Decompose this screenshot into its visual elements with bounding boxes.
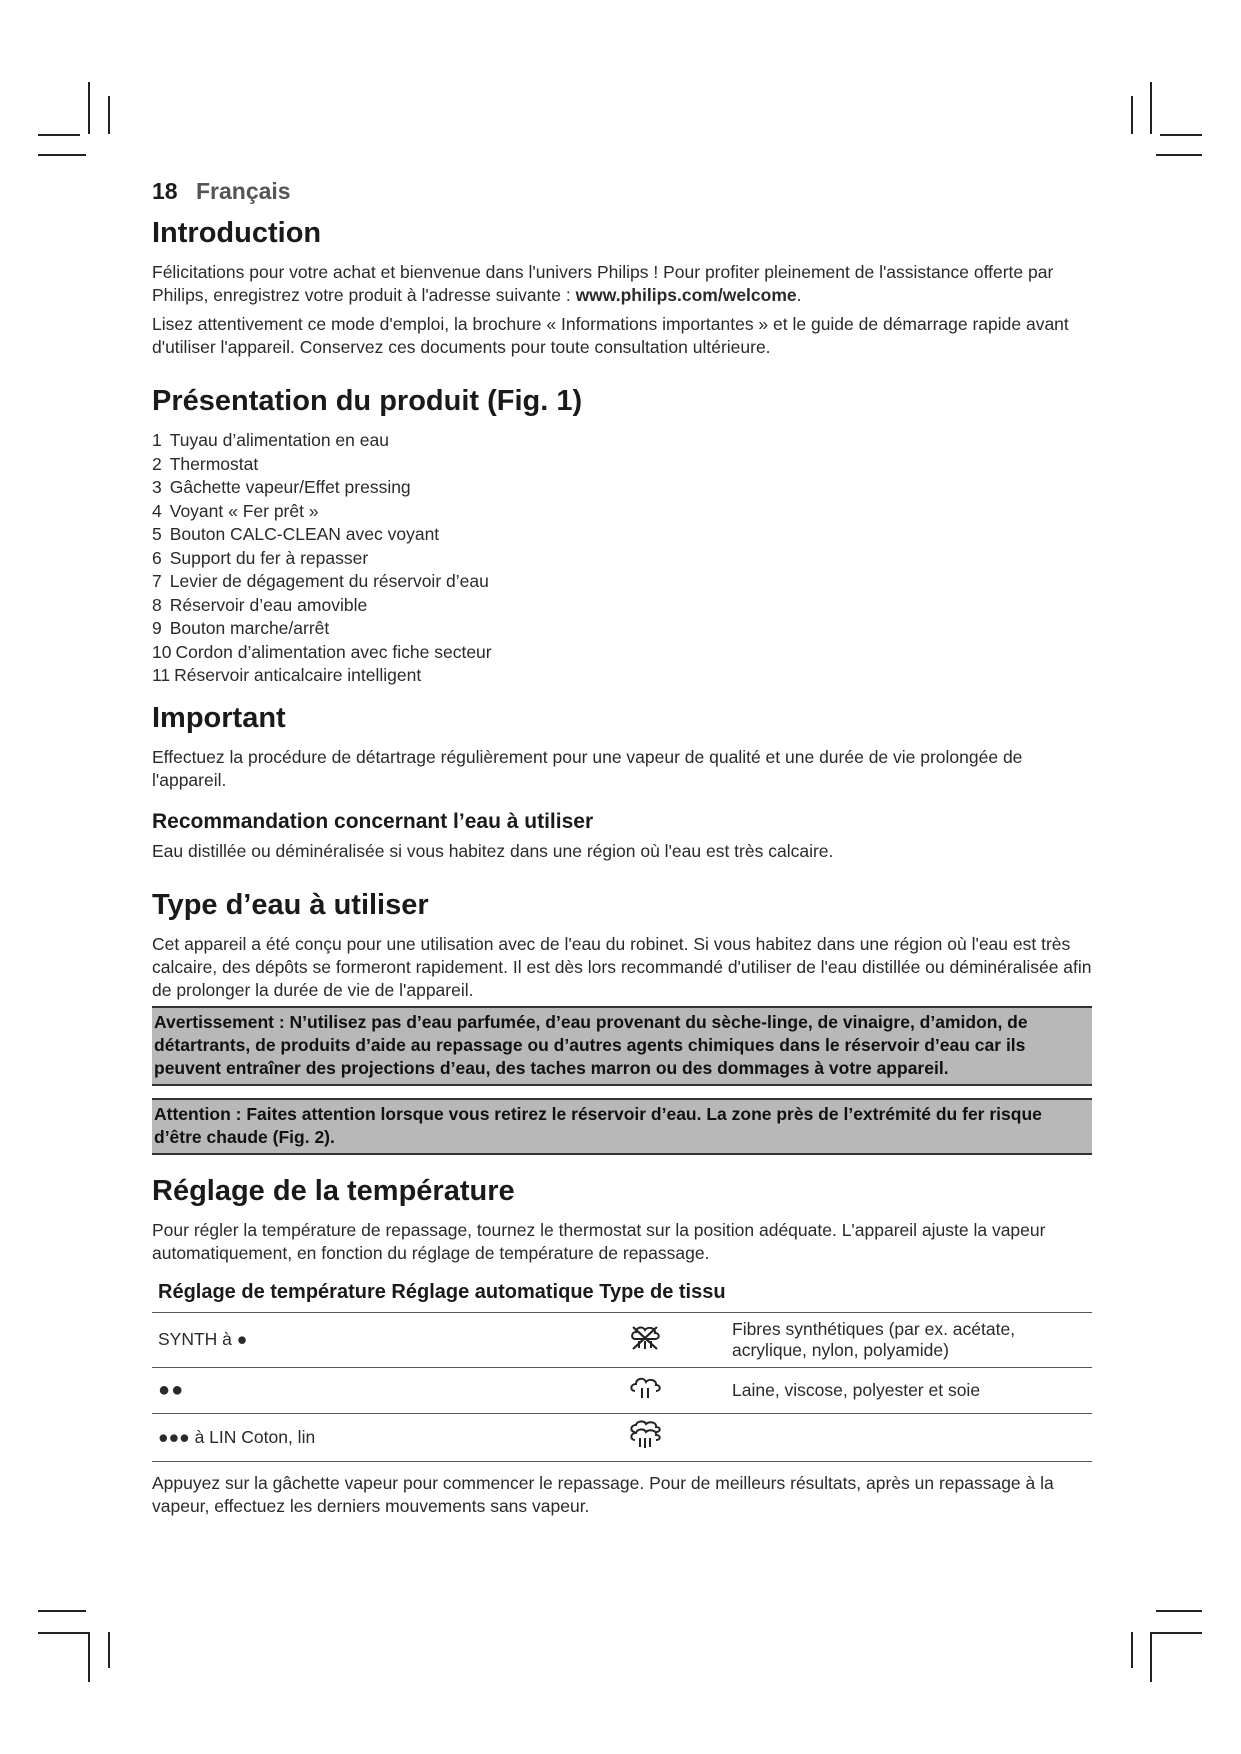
item-number: 3 — [152, 477, 162, 497]
introduction-paragraph-2: Lisez attentivement ce mode d'emploi, la brochure « Informations importantes » et le guide de démarrage rapide avant d'utiliser l'appareil. Conservez ces documents pour toute consultation ultérieure. — [152, 314, 1069, 357]
section-product-overview — [152, 383, 1092, 688]
item-label: Cordon d’alimentation avec fiche secteur — [175, 641, 492, 662]
item-label: Bouton marche/arrêt — [169, 618, 330, 638]
item-number: 5 — [152, 524, 162, 544]
ironing-tip-paragraph: Appuyez sur la gâchette vapeur pour commencer le repassage. Pour de meilleurs résultats, après un repassage à la vapeur, effectuez les derniers mouvements sans vapeur. — [152, 1472, 1054, 1516]
item-label: Bouton CALC-CLEAN avec voyant — [169, 524, 440, 544]
table-row — [152, 1367, 1092, 1413]
water-recommendation-title: Recommandation concernant l’eau à utiliser — [152, 809, 594, 833]
page-header — [152, 178, 1092, 205]
setting-cell: SYNTH à ● — [152, 1312, 564, 1367]
list-item — [152, 523, 1092, 547]
item-label: Gâchette vapeur/Effet pressing — [169, 477, 411, 497]
water-recommendation-text: Eau distillée ou déminéralisée si vous habitez dans une région où l'eau est très calcaire. — [152, 840, 834, 861]
section-water-type — [152, 887, 1092, 1155]
list-item — [152, 617, 1092, 641]
table-row — [152, 1413, 1092, 1461]
item-label: Levier de dégagement du réservoir d’eau — [169, 571, 489, 591]
table-header: Réglage de température Réglage automatique Type de tissu — [152, 1279, 1092, 1313]
introduction-text-end: . — [796, 285, 802, 305]
important-paragraph: Effectuez la procédure de détartrage régulièrement pour une vapeur de qualité et une durée de vie prolongée de l'appareil. — [152, 746, 1023, 790]
list-item — [152, 453, 1092, 477]
water-type-paragraph: Cet appareil a été conçu pour une utilisation avec de l'eau du robinet. Si vous habitez dans une région où l'eau est très calcaire, des dépôts se formeront rapidement. Il est dès lors recommandé d'utiliser de l'eau distillée ou déminéralisée afin de prolonger la durée de vie de l'appareil. — [152, 933, 1092, 1000]
item-number: 8 — [152, 594, 162, 615]
item-label: Support du fer à repasser — [169, 547, 369, 568]
setting-cell: ●● — [152, 1367, 564, 1413]
list-item — [152, 570, 1092, 594]
item-label: Tuyau d’alimentation en eau — [169, 430, 389, 450]
caution-box: Attention : Faites attention lorsque vous retirez le réservoir d’eau. La zone près de l’extrémité du fer risque d’être chaude (Fig. 2). — [152, 1098, 1092, 1155]
list-item — [152, 476, 1092, 500]
page-number: 18 — [152, 178, 178, 204]
item-number: 11 — [152, 665, 171, 685]
item-number: 7 — [152, 571, 162, 591]
list-item — [152, 594, 1092, 618]
welcome-link[interactable]: www.philips.com/welcome — [575, 285, 797, 305]
section-important — [152, 700, 1092, 863]
low-steam-icon — [627, 1374, 663, 1402]
product-title: Présentation du produit (Fig. 1) — [152, 385, 583, 417]
item-number: 2 — [152, 453, 162, 474]
water-type-title: Type d’eau à utiliser — [152, 888, 429, 921]
list-item — [152, 429, 1092, 453]
warning-box: Avertissement : N’utilisez pas d’eau parfumée, d’eau provenant du sèche-linge, de vinaigre, d’amidon, de détartrants, de produits d’aide au repassage ou d’autres agents chimiques dans le réservoir d’eau car ils peuvent entraîner des projections d’eau, des taches marron ou des dommages à votre appareil. — [152, 1006, 1092, 1086]
fabric-cell: Fibres synthétiques (par ex. acétate, acrylique, nylon, polyamide) — [726, 1312, 1092, 1367]
fabric-cell — [726, 1413, 1092, 1461]
item-number: 9 — [152, 618, 162, 638]
item-label: Voyant « Fer prêt » — [169, 500, 319, 521]
item-label: Thermostat — [169, 453, 259, 474]
temperature-table — [152, 1279, 1092, 1462]
language-label: Français — [195, 178, 291, 204]
page-content — [152, 178, 1092, 1524]
item-number: 4 — [152, 500, 162, 521]
setting-cell: ●●● à LIN Coton, lin — [152, 1413, 564, 1461]
list-item — [152, 641, 1092, 665]
section-introduction — [152, 215, 1092, 359]
item-number: 6 — [152, 547, 162, 568]
temperature-paragraph: Pour régler la température de repassage, tournez le thermostat sur la position adéquate. L'appareil ajuste la vapeur automatiquement, en fonction du réglage de température de repassage. — [152, 1219, 1046, 1263]
introduction-text: Félicitations pour votre achat et bienvenue dans l'univers Philips ! Pour profiter pleinement de l'assistance offerte par Philips, enregistrez votre produit à l'adresse suivante : — [152, 262, 1054, 305]
fabric-cell: Laine, viscose, polyester et soie — [726, 1367, 1092, 1413]
item-number: 10 — [152, 641, 172, 662]
list-item — [152, 500, 1092, 524]
max-steam-icon — [627, 1420, 663, 1450]
no-steam-icon — [627, 1323, 663, 1351]
item-label: Réservoir d’eau amovible — [169, 594, 368, 615]
temperature-title: Réglage de la température — [152, 1174, 515, 1207]
introduction-title: Introduction — [152, 217, 322, 249]
important-title: Important — [152, 701, 286, 734]
table-row — [152, 1312, 1092, 1367]
product-parts-list — [152, 429, 1092, 688]
section-temperature — [152, 1173, 1092, 1518]
introduction-paragraph-1 — [152, 261, 1092, 307]
list-item — [152, 664, 1092, 688]
item-number: 1 — [152, 430, 162, 450]
list-item — [152, 547, 1092, 571]
item-label: Réservoir anticalcaire intelligent — [174, 665, 422, 685]
